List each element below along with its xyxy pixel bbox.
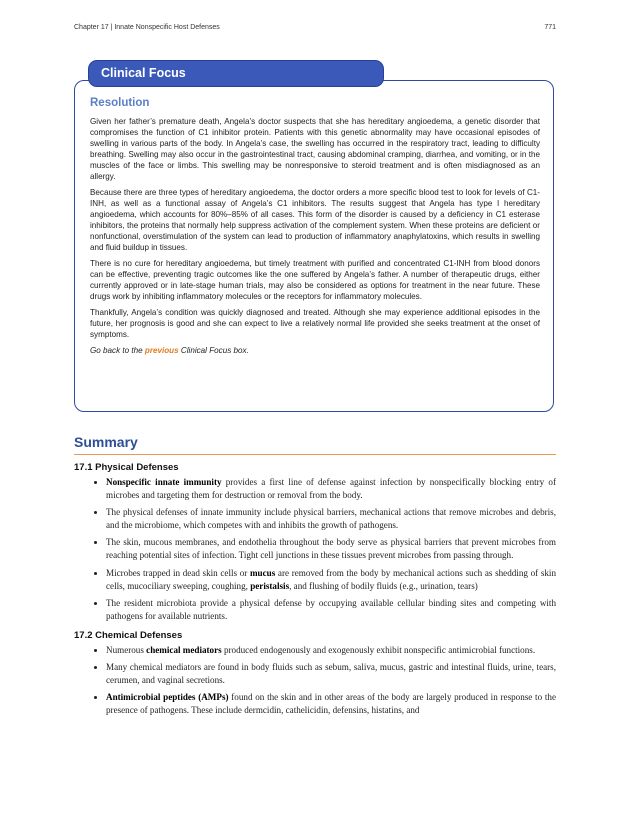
resolution-paragraph-4: Thankfully, Angela’s condition was quickly diagnosed and treated. Although she may experience additional episodes in the future, her prognosis is good and she can expect to live a relatively normal life provided she seeks treatment at the onset of symptoms. — [90, 308, 540, 339]
resolution-heading: Resolution — [90, 97, 150, 109]
resolution-paragraph-2: Because there are three types of hereditary angioedema, the doctor orders a more specific blood test to look for levels of C1-INH, as well as a functional assay of Angela’s C1 inhibitors. The results suggest that Angela has type I hereditary angioedema, which accounts for 80%–85% of all cases. This form of the disorder is caused by a deficiency in C1 esterase inhibitors, the proteins that normally help suppress activation of the complement system. When these proteins are deficient or nonfunctional, overstimulation of the system can lead to production of inflammatory anaphylatoxins, which results in swelling and fluid buildup in tissues. — [90, 188, 540, 252]
go-back-prefix: Go back to the — [90, 346, 145, 355]
page-number: 771 — [544, 24, 556, 31]
list-item: • The physical defenses of innate immunity include physical barriers, mechanical actions that remove microbes and debris, and the microbiome, which competes with and inhibits the growth of pathogens. — [106, 506, 556, 532]
go-back-line — [90, 345, 540, 356]
chapter-title: Chapter 17 | Innate Nonspecific Host Defenses — [74, 24, 220, 31]
chemical-defenses-list — [74, 644, 556, 717]
list-item: • Nonspecific innate immunity provides a first line of defense against infection by nonspecifically blocking entry of microbes and targeting them for destruction or removal from the body. — [106, 476, 556, 502]
key-term: Nonspecific innate immunity — [106, 477, 222, 487]
resolution-paragraph-3: There is no cure for hereditary angioedema, but timely treatment with purified and concentrated C1-INH from blood donors can be effective, preventing tragic outcomes like the one suffered by Angela’s father. A number of therapeutic drugs, either currently approved or in late-stage human trials, may also be considered as options for treatment in the near future. These drugs work by inhibiting inflammatory molecules or the receptors for inflammatory molecules. — [90, 259, 540, 301]
summary-section — [74, 434, 556, 721]
list-item: • Microbes trapped in dead skin cells or mucus are removed from the body by mechanical actions such as shedding of skin cells, mucociliary sweeping, coughing, peristalsis, and flushing of bodily fluids (e.g., urination, tears) — [106, 567, 556, 593]
key-term: Antimicrobial peptides (AMPs) — [106, 692, 229, 703]
list-item: • Antimicrobial peptides (AMPs) found on the skin and in other areas of the body are largely produced in response to the presence of pathogens. These include dermcidin, cathelicidin, defensins, histatins, and — [106, 691, 556, 717]
section-heading-physical-defenses: 17.1 Physical Defenses — [74, 462, 179, 473]
go-back-suffix: Clinical Focus box. — [178, 346, 249, 355]
physical-defenses-list — [74, 476, 556, 623]
previous-clinical-focus-link[interactable]: previous — [144, 346, 179, 355]
list-item: • Numerous chemical mediators produced endogenously and exogenously exhibit nonspecific antimicrobial functions. — [106, 644, 556, 657]
list-item: • The resident microbiota provide a physical defense by occupying available cellular binding sites and competing with pathogens for available nutrients. — [106, 597, 556, 623]
clinical-focus-content — [90, 96, 540, 361]
key-term: peristalsis — [250, 580, 290, 591]
key-term: chemical mediators — [146, 644, 222, 655]
summary-title: Summary — [74, 434, 556, 455]
section-heading-chemical-defenses: 17.2 Chemical Defenses — [74, 629, 183, 641]
clinical-focus-tab: Clinical Focus — [88, 60, 384, 87]
key-term: mucus — [249, 567, 276, 578]
resolution-paragraph-1: Given her father’s premature death, Angela’s doctor suspects that she has hereditary angioedema, a genetic disorder that compromises the function of C1 inhibitor protein. Patients with this genetic abnormality may have occasional episodes of swelling in various parts of the body. In Angela’s case, the swelling has occurred in the respiratory tract, leading to difficulty breathing. Swelling may also occur in the gastrointestinal tract, causing abdominal cramping, diarrhea, and vomiting, or in the muscles of the face or limbs. This swelling may be nonresponsive to steroid treatment and is often misdiagnosed as an allergy. — [90, 117, 540, 181]
list-item: • The skin, mucous membranes, and endothelia throughout the body serve as physical barriers that prevent microbes from reaching potential sites of infection. Tight cell junctions in these tissues prevent microbes from passing through. — [106, 536, 556, 562]
list-item: • Many chemical mediators are found in body fluids such as sebum, saliva, mucus, gastric and intestinal fluids, urine, tears, cerumen, and vaginal secretions. — [106, 661, 556, 687]
